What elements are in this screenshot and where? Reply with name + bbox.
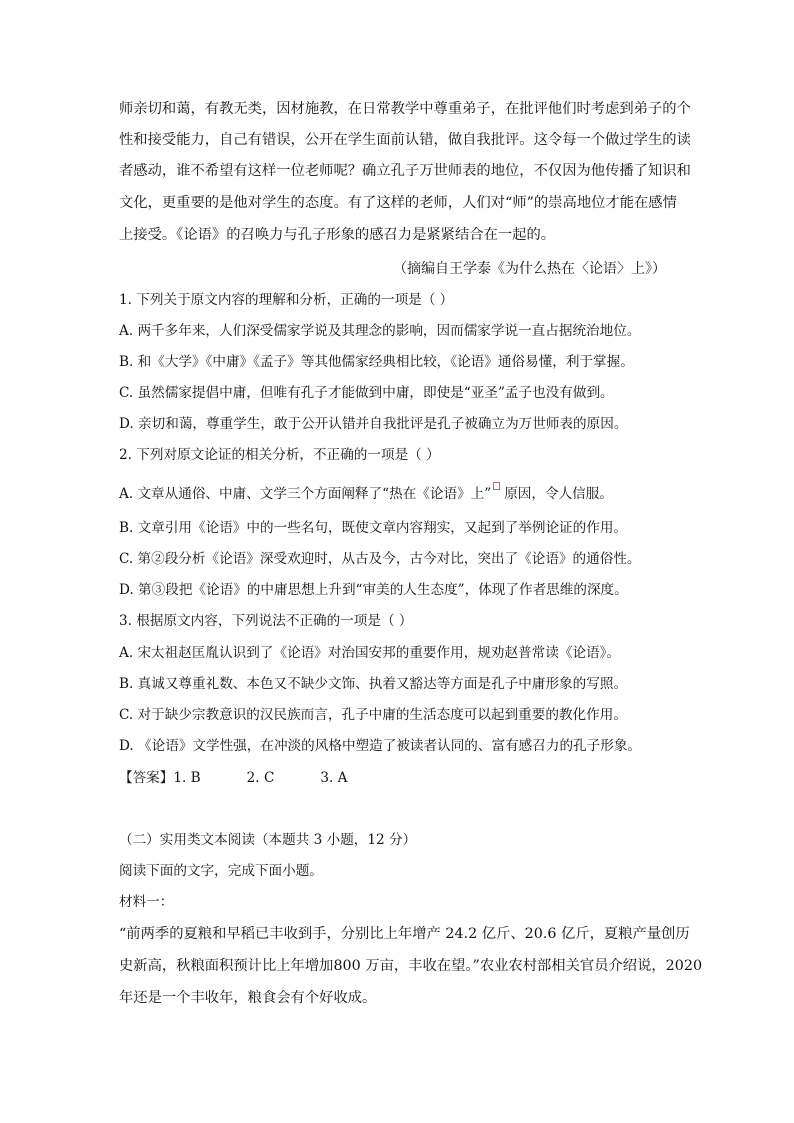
question-option: [119, 484, 613, 504]
question-option: A. 宋太祖赵匡胤认识到了《论语》对治国安邦的重要作用，规劝赵普常读《论语》。: [119, 645, 621, 661]
option-text-tail: 原因，令人信服。: [504, 486, 613, 502]
footnote-marker-icon: [493, 482, 500, 490]
question-stem: 2. 下列对原文论证的相关分析，不正确的一项是（ ）: [119, 447, 440, 463]
question-option: B. 和《大学》《中庸》《孟子》等其他儒家经典相比较，《论语》通俗易懂，利于掌握。: [119, 354, 634, 370]
passage-line: 上接受。《论语》的召唤力与孔子形象的感召力是紧紧结合在一起的。: [119, 227, 556, 243]
passage-line: 师亲切和蔼，有教无类，因材施教，在日常教学中尊重弟子，在批评他们时考虑到弟子的个: [119, 101, 691, 117]
question-option: D. 《论语》文学性强，在冲淡的风格中塑造了被读者认同的、富有感召力的孔子形象。: [119, 738, 642, 754]
material-line: 史新高，秋粮面积预计比上年增加800 万亩，丰收在望。”农业农村部相关官员介绍说，2020: [119, 958, 703, 974]
question-option: B. 真诚又尊重礼数、本色又不缺少文饰、执着又豁达等方面是孔子中庸形象的写照。: [119, 676, 628, 692]
material-line: 年还是一个丰收年，粮食会有个好收成。: [119, 990, 377, 1006]
passage-attribution: （摘编自王学泰《为什么热在〈论语〉上》）: [393, 261, 666, 277]
section-heading: （二）实用类文本阅读（本题共 3 小题，12 分）: [119, 832, 417, 848]
question-option: D. 第③段把《论语》的中庸思想上升到“审美的人生态度”，体现了作者思维的深度。: [119, 582, 628, 598]
option-text: A. 文章从通俗、中庸、文学三个方面阐释了“热在《论语》上”: [119, 486, 492, 502]
passage-line: 者感动，谁不希望有这样一位老师呢？确立孔子万世师表的地位，不仅因为他传播了知识和: [119, 163, 691, 179]
section-instruction: 阅读下面的文字，完成下面小题。: [119, 863, 323, 879]
material-label: 材料一：: [119, 894, 174, 910]
passage-line: 性和接受能力，自己有错误，公开在学生面前认错，做自我批评。这令每一个做过学生的读: [119, 132, 691, 148]
question-stem: 3. 根据原文内容，下列说法不正确的一项是（ ）: [119, 613, 413, 629]
question-option: C. 对于缺少宗教意识的汉民族而言，孔子中庸的生活态度可以起到重要的教化作用。: [119, 707, 627, 723]
answer-item: 2. C: [246, 770, 275, 786]
answer-item: 1. B: [173, 770, 201, 786]
answer-line: [119, 768, 347, 788]
question-stem: 1. 下列关于原文内容的理解和分析，正确的一项是（ ）: [119, 292, 454, 308]
question-option: C. 第②段分析《论语》深受欢迎时，从古及今，古今对比，突出了《论语》的通俗性。: [119, 551, 641, 567]
material-line: “前两季的夏粮和早稻已丰收到手，分别比上年增产 24.2 亿斤、20.6 亿斤，夏粮产量创历: [119, 926, 690, 942]
question-option: C. 虽然儒家提倡中庸，但唯有孔子才能做到中庸，即使是“亚圣”孟子也没有做到。: [119, 385, 614, 401]
question-option: B. 文章引用《论语》中的一些名句，既使文章内容翔实，又起到了举例论证的作用。: [119, 520, 628, 536]
answer-item: 3. A: [320, 770, 348, 786]
question-option: A. 两千多年来，人们深受儒家学说及其理念的影响，因而儒家学说一直占据统治地位。: [119, 323, 641, 339]
question-option: D. 亲切和蔼，尊重学生，敢于公开认错并自我批评是孔子被确立为万世师表的原因。: [119, 416, 628, 432]
passage-line: 文化，更重要的是他对学生的态度。有了这样的老师，人们对“师”的崇高地位才能在感情: [119, 195, 677, 211]
answer-label: 【答案】: [119, 770, 174, 786]
